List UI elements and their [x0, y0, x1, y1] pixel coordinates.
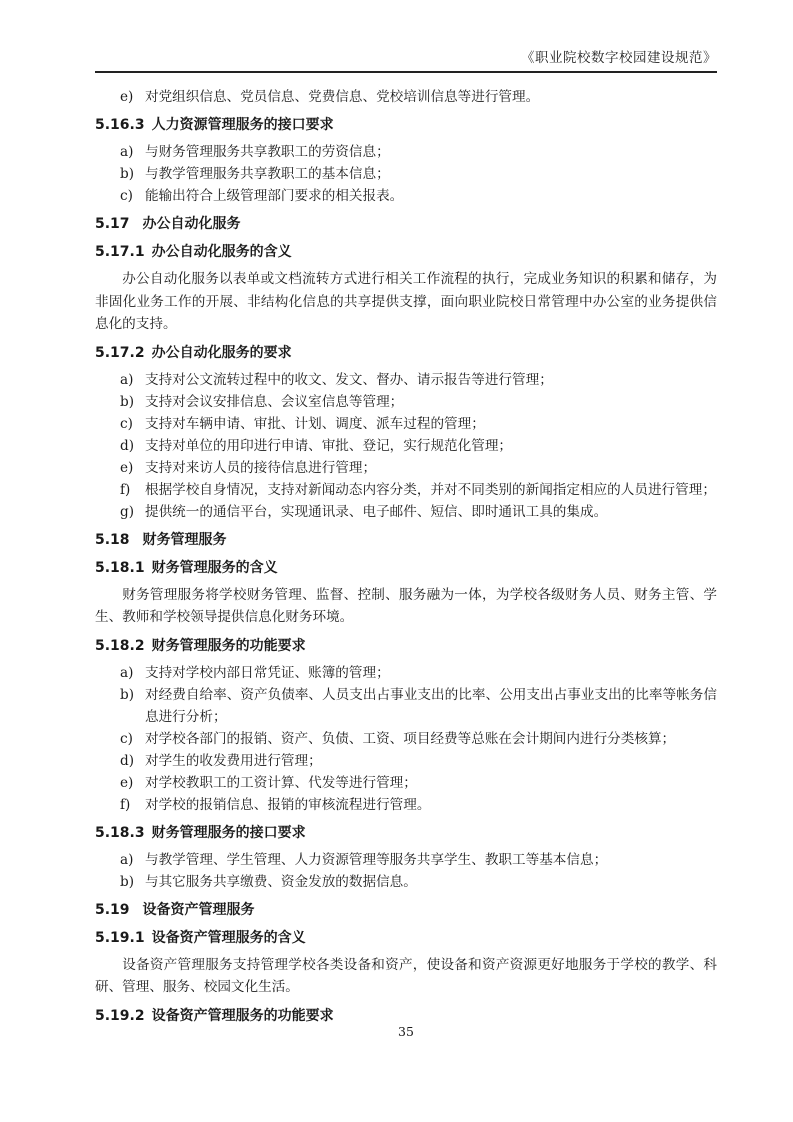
section-heading: [95, 899, 717, 921]
list-item-text: 能输出符合上级管理部门要求的相关报表。: [145, 188, 404, 204]
heading-title: 办公自动化服务的含义: [151, 244, 292, 260]
heading-title: 设备资产管理服务: [142, 901, 255, 918]
subsection-heading: [95, 241, 717, 263]
heading-number: 5.18: [95, 531, 130, 548]
heading-title: 设备资产管理服务的功能要求: [151, 1007, 334, 1024]
list-item: [95, 391, 717, 413]
list-item-marker: e): [120, 89, 134, 105]
heading-number: 5.16.3: [95, 117, 145, 133]
list-item-text: 根据学校自身情况，支持对新闻动态内容分类，并对不同类别的新闻指定相应的人员进行管理；: [145, 481, 716, 498]
heading-number: 5.19.1: [95, 929, 145, 946]
list-item-marker: g): [120, 503, 135, 520]
list-item: [95, 369, 717, 391]
heading-number: 5.18.1: [95, 559, 145, 576]
subsection-heading: [95, 342, 717, 364]
list-item: [95, 750, 717, 772]
paragraph: 办公自动化服务以表单或文档流转方式进行相关工作流程的执行，完成业务知识的积累和储存，为非固化业务工作的开展、非结构化信息的共享提供支撑，面向职业院校日常管理中办公室的业务提供信息化的支持。: [95, 271, 717, 332]
list-item-marker: a): [120, 664, 134, 681]
list-item-marker: a): [120, 144, 134, 160]
heading-number: 5.18.2: [95, 637, 145, 654]
list-item-marker: c): [120, 730, 133, 747]
document-body: [95, 86, 717, 1032]
list-item-marker: b): [120, 873, 135, 890]
subsection-heading: [95, 557, 717, 579]
list-item-text: 提供统一的通信平台，实现通讯录、电子邮件、短信、即时通讯工具的集成。: [145, 503, 608, 520]
list-item: [95, 849, 717, 871]
list-item: [95, 501, 717, 523]
heading-number: 5.18.3: [95, 824, 145, 841]
list-item-marker: e): [120, 774, 134, 791]
list-item-text: 与教学管理服务共享教职工的基本信息；: [145, 166, 390, 182]
subsection-heading: [95, 114, 717, 136]
list-item-marker: f): [120, 481, 131, 498]
list-item-text: 支持对公文流转过程中的收文、发文、督办、请示报告等进行管理；: [145, 371, 553, 388]
list-item-text: 支持对来访人员的接待信息进行管理；: [145, 459, 377, 476]
list-item-marker: d): [120, 752, 135, 769]
heading-title: 人力资源管理服务的接口要求: [151, 117, 334, 133]
heading-title: 财务管理服务的功能要求: [151, 637, 306, 654]
list-item-marker: e): [120, 459, 134, 476]
heading-number: 5.17.2: [95, 344, 145, 361]
list-item: [95, 141, 717, 163]
list-item: [95, 662, 717, 684]
paragraph: 设备资产管理服务支持管理学校各类设备和资产，使设备和资产资源更好地服务于学校的教学、科研、管理、服务、校园文化生活。: [95, 956, 717, 995]
subsection-heading: [95, 822, 717, 844]
page-number: 35: [398, 1024, 414, 1039]
list-item: [95, 479, 717, 501]
list-item-text: 对学校教职工的工资计算、代发等进行管理；: [145, 774, 417, 791]
section-heading: [95, 213, 717, 235]
list-item-text: 对学校的报销信息、报销的审核流程进行管理。: [145, 796, 431, 813]
list-item: [95, 435, 717, 457]
heading-number: 5.17.1: [95, 244, 145, 260]
list-item-marker: b): [120, 166, 135, 182]
paragraph: 财务管理服务将学校财务管理、监督、控制、服务融为一体，为学校各级财务人员、财务主管、学生、教师和学校领导提供信息化财务环境。: [95, 586, 717, 625]
list-item-text: 对学校各部门的报销、资产、负债、工资、项目经费等总账在会计期间内进行分类核算；: [145, 730, 676, 747]
list-item-text: 支持对车辆申请、审批、计划、调度、派车过程的管理；: [145, 415, 485, 432]
heading-number: 5.19.2: [95, 1007, 145, 1024]
list-item: [95, 163, 717, 185]
list-item-marker: b): [120, 393, 135, 410]
list-item: [95, 86, 717, 108]
list-item-marker: f): [120, 796, 131, 813]
list-item-text: 支持对学校内部日常凭证、账簿的管理；: [145, 664, 390, 681]
running-header-title: 《职业院校数字校园建设规范》: [521, 50, 717, 66]
list-item-marker: c): [120, 188, 133, 204]
list-item: [95, 185, 717, 207]
heading-number: 5.19: [95, 901, 130, 918]
subsection-heading: [95, 635, 717, 657]
list-item: [95, 772, 717, 794]
list-item-text: 与财务管理服务共享教职工的劳资信息；: [145, 144, 390, 160]
list-item-marker: a): [120, 371, 134, 388]
list-item-text: 与其它服务共享缴费、资金发放的数据信息。: [145, 873, 417, 890]
heading-title: 设备资产管理服务的含义: [151, 929, 306, 946]
heading-title: 财务管理服务: [142, 531, 227, 548]
list-item: [95, 457, 717, 479]
list-item: [95, 728, 717, 750]
heading-number: 5.17: [95, 216, 130, 232]
list-item-marker: d): [120, 437, 135, 454]
list-item-text: 对经费自给率、资产负债率、人员支出占事业支出的比率、公用支出占事业支出的比率等帐务信息进行分析；: [145, 686, 717, 725]
section-heading: [95, 529, 717, 551]
list-item: [95, 871, 717, 893]
heading-title: 财务管理服务的接口要求: [151, 824, 306, 841]
subsection-heading: [95, 927, 717, 949]
list-item: [95, 684, 717, 728]
list-item: [95, 413, 717, 435]
list-item-text: 支持对会议安排信息、会议室信息等管理；: [145, 393, 404, 410]
heading-title: 办公自动化服务的要求: [151, 344, 292, 361]
list-item-text: 对党组织信息、党员信息、党费信息、党校培训信息等进行管理。: [145, 89, 540, 105]
list-item-marker: b): [120, 686, 135, 703]
list-item-marker: c): [120, 415, 133, 432]
list-item-text: 支持对单位的用印进行申请、审批、登记，实行规范化管理；: [145, 437, 513, 454]
list-item-text: 与教学管理、学生管理、人力资源管理等服务共享学生、教职工等基本信息；: [145, 851, 608, 868]
header-rule-divider: [95, 71, 717, 73]
list-item-text: 对学生的收发费用进行管理；: [145, 752, 322, 769]
heading-title: 办公自动化服务: [142, 216, 241, 232]
list-item-marker: a): [120, 851, 134, 868]
heading-title: 财务管理服务的含义: [151, 559, 278, 576]
list-item: [95, 794, 717, 816]
